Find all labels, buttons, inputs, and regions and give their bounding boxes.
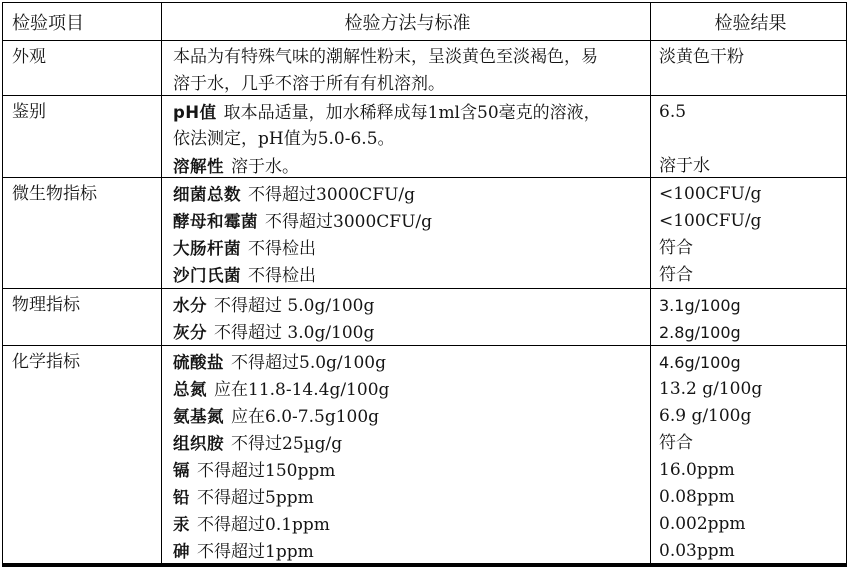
result-line: 0.03ppm <box>659 541 735 561</box>
header-method-standard: 检验方法与标准 <box>161 3 650 40</box>
method-line <box>173 153 642 180</box>
method-cell <box>161 289 650 345</box>
result-cell <box>650 96 846 177</box>
result-cell <box>650 289 846 345</box>
row-item-label <box>3 96 161 177</box>
table-row-chemical <box>3 346 846 563</box>
header-inspection-item: 检验项目 <box>12 13 84 34</box>
method-line <box>173 126 642 153</box>
method-line <box>173 292 642 319</box>
result-line: 淡黄色干粉 <box>659 47 744 67</box>
item-name: 微生物指标 <box>12 184 97 204</box>
method-text: 不得超过3000CFU/g <box>265 212 433 232</box>
method-label: 溶解性 <box>173 157 224 176</box>
table-row-appearance <box>3 41 846 96</box>
result-line: 溶于水 <box>659 156 710 176</box>
method-line <box>173 484 642 511</box>
method-label: 酵母和霉菌 <box>173 212 258 231</box>
row-item-label <box>3 289 161 345</box>
row-item-label <box>3 178 161 288</box>
result-cell <box>650 178 846 288</box>
method-label: 汞 <box>173 515 190 534</box>
method-label: 砷 <box>173 542 190 561</box>
method-text: 应在6.0-7.5g100g <box>231 407 380 427</box>
result-line: 符合 <box>659 433 693 453</box>
method-text: 不得超过3000CFU/g <box>248 185 416 205</box>
method-line <box>173 235 642 262</box>
method-line <box>173 511 642 538</box>
result-line <box>659 126 842 153</box>
method-line <box>173 44 642 71</box>
method-line <box>173 181 642 208</box>
method-line <box>173 430 642 457</box>
table-row-identification <box>3 96 846 178</box>
item-name: 鉴别 <box>12 102 46 122</box>
table-header-row <box>3 3 846 41</box>
method-text: 不得检出 <box>248 266 316 286</box>
method-line <box>173 457 642 484</box>
method-text: 不得超过5.0g/100g <box>231 353 386 373</box>
method-line <box>173 538 642 565</box>
result-line: 2.8g/100g <box>659 323 741 342</box>
method-line <box>173 349 642 376</box>
method-cell <box>161 346 650 563</box>
method-label: 组织胺 <box>173 434 224 453</box>
method-text: 不得超过 5.0g/100g <box>214 296 375 316</box>
table-row-microbiological <box>3 178 846 289</box>
method-label: pH值 <box>173 103 217 122</box>
item-name: 化学指标 <box>12 352 80 372</box>
result-cell <box>650 346 846 563</box>
method-cell <box>161 178 650 288</box>
result-line: 6.5 <box>659 102 687 122</box>
method-line <box>173 71 642 98</box>
result-line: 6.9 g/100g <box>659 406 752 426</box>
result-cell <box>650 41 846 95</box>
inspection-table <box>2 2 847 567</box>
result-line: 4.6g/100g <box>659 353 741 372</box>
result-line: 3.1g/100g <box>659 296 741 315</box>
method-text: 不得检出 <box>248 239 316 259</box>
method-text: 不得超过150ppm <box>197 461 336 481</box>
method-text: 本品为有特殊气味的潮解性粉末，呈淡黄色至淡褐色，易 <box>173 47 598 67</box>
result-line: 符合 <box>659 265 693 285</box>
method-label: 灰分 <box>173 323 207 342</box>
result-line: 0.002ppm <box>659 514 746 534</box>
method-label: 氨基氮 <box>173 407 224 426</box>
method-text: 取本品适量，加水稀释成每1ml含50毫克的溶液， <box>223 103 601 123</box>
method-text: 溶于水。 <box>231 157 299 177</box>
method-line <box>173 99 642 126</box>
method-text: 依法测定，pH值为5.0-6.5。 <box>173 129 395 149</box>
result-line: 符合 <box>659 238 693 258</box>
result-line: 16.0ppm <box>659 460 735 480</box>
method-line <box>173 376 642 403</box>
method-label: 铅 <box>173 488 190 507</box>
method-cell <box>161 96 650 177</box>
method-label: 硫酸盐 <box>173 353 224 372</box>
table-row-physical <box>3 289 846 346</box>
method-label: 镉 <box>173 461 190 480</box>
result-line: <100CFU/g <box>659 184 762 204</box>
result-line: 0.08ppm <box>659 487 735 507</box>
method-line <box>173 403 642 430</box>
method-label: 水分 <box>173 296 207 315</box>
row-item-label <box>3 41 161 95</box>
method-label: 总氮 <box>173 380 207 399</box>
method-text: 不得超过 3.0g/100g <box>214 323 375 343</box>
method-cell <box>161 41 650 95</box>
item-name: 外观 <box>12 47 46 67</box>
method-line <box>173 262 642 289</box>
method-label: 沙门氏菌 <box>173 266 241 285</box>
result-line: 13.2 g/100g <box>659 379 763 399</box>
method-text: 不得超过1ppm <box>197 542 314 562</box>
method-text: 应在11.8-14.4g/100g <box>214 380 390 400</box>
method-text: 溶于水，几乎不溶于所有有机溶剂。 <box>173 74 445 94</box>
method-text: 不得超过0.1ppm <box>197 515 330 535</box>
method-label: 细菌总数 <box>173 185 241 204</box>
method-line <box>173 319 642 346</box>
row-item-label <box>3 346 161 563</box>
item-name: 物理指标 <box>12 295 80 315</box>
method-text: 不得过25µg/g <box>231 434 343 454</box>
method-text: 不得超过5ppm <box>197 488 314 508</box>
result-line: <100CFU/g <box>659 211 762 231</box>
header-result: 检验结果 <box>650 3 846 40</box>
method-line <box>173 208 642 235</box>
method-label: 大肠杆菌 <box>173 239 241 258</box>
